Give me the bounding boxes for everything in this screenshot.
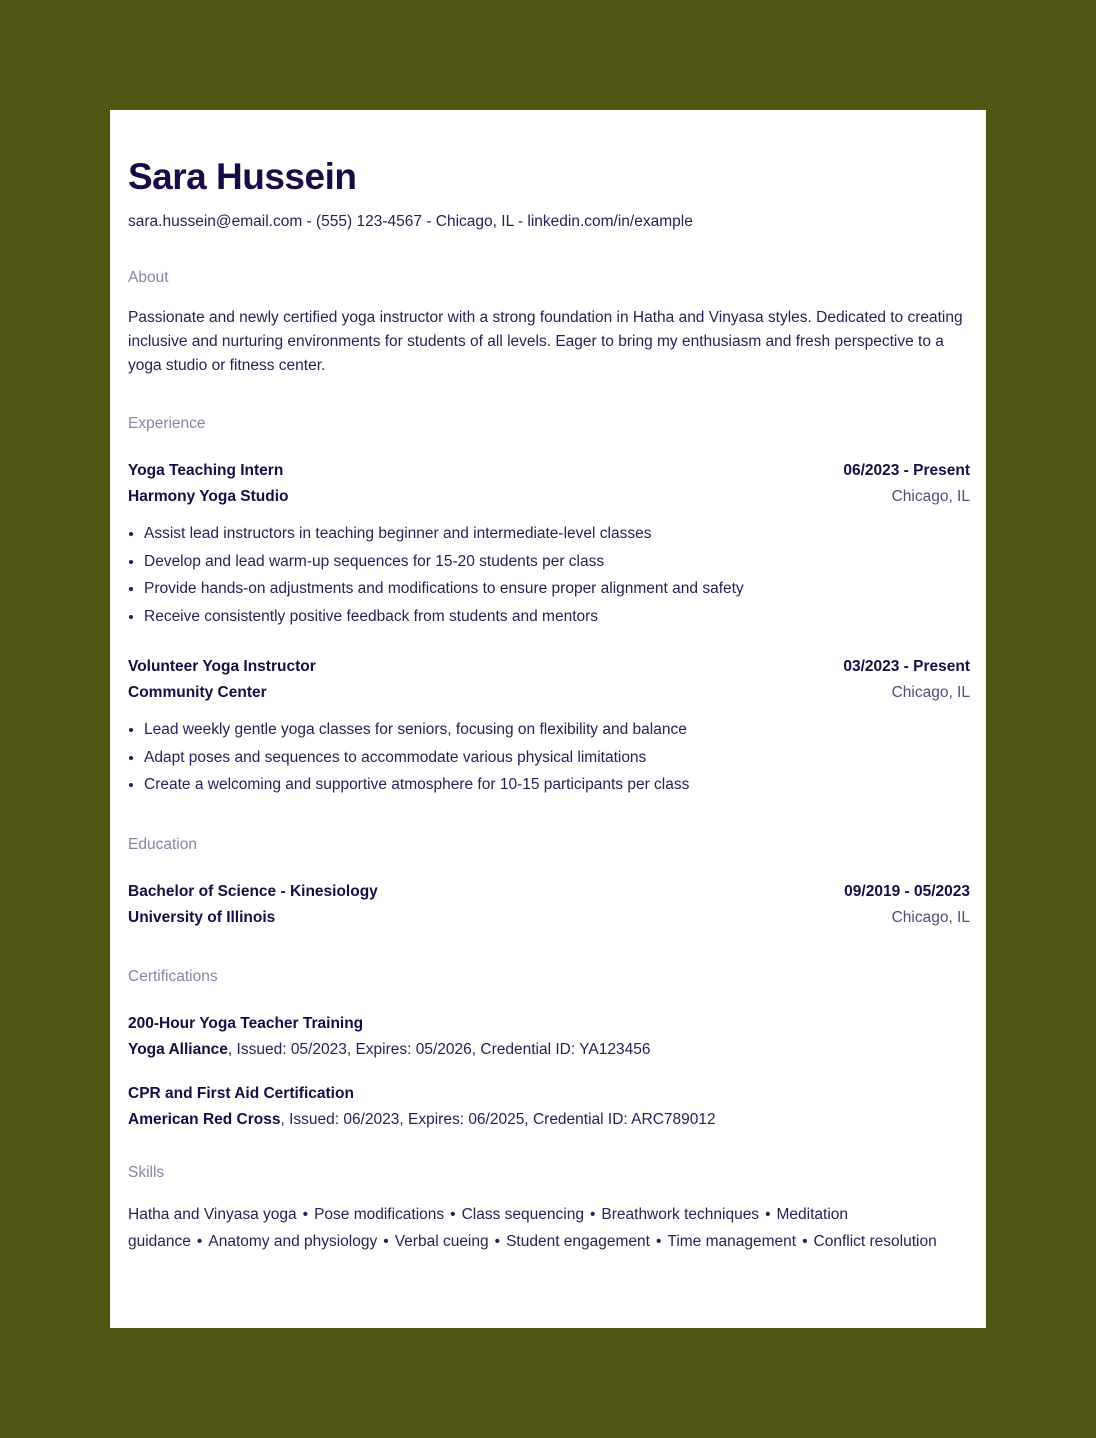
- bullet-item: • Adapt poses and sequences to accommodate various physical limitations: [144, 744, 970, 772]
- certification-issuer: Yoga Alliance: [128, 1040, 228, 1058]
- certification-entry: [128, 1011, 970, 1063]
- certification-issuer: American Red Cross: [128, 1110, 281, 1128]
- bullet-item: • Develop and lead warm-up sequences for 15-20 students per class: [144, 548, 970, 576]
- degree-title: Bachelor of Science - Kinesiology: [128, 882, 378, 900]
- bullet-item: • Create a welcoming and supportive atmosphere for 10-15 participants per class: [144, 771, 970, 799]
- contact-line: sara.hussein@email.com - (555) 123-4567 - Chicago, IL - linkedin.com/in/example: [128, 213, 693, 230]
- bullet-item: • Assist lead instructors in teaching beginner and intermediate-level classes: [144, 520, 970, 548]
- section-title-skills: Skills: [128, 1163, 165, 1181]
- skill-item: Pose modifications: [314, 1205, 445, 1223]
- school-name: University of Illinois: [128, 908, 276, 926]
- job-bullets: [128, 716, 970, 799]
- skill-item: Meditation guidance: [128, 1205, 849, 1250]
- skill-item: Breathwork techniques: [601, 1205, 760, 1223]
- job-title: Yoga Teaching Intern: [128, 462, 284, 479]
- skill-item: Time management: [667, 1232, 797, 1250]
- job-date: 03/2023 - Present: [843, 658, 970, 675]
- skill-item: Verbal cueing: [394, 1232, 489, 1250]
- education-entry: [128, 879, 970, 931]
- bullet-item: • Provide hands-on adjustments and modifications to ensure proper alignment and safety: [144, 575, 970, 603]
- skill-separator: •: [802, 1232, 808, 1250]
- candidate-name: Sara Hussein: [128, 156, 357, 197]
- certification-details-line: [128, 1107, 970, 1133]
- section-title-education: Education: [128, 835, 197, 853]
- skill-separator: •: [765, 1205, 771, 1223]
- section-title-experience: Experience: [128, 415, 206, 432]
- job-location: Chicago, IL: [891, 684, 970, 701]
- job-organization: Community Center: [128, 684, 267, 701]
- certification-name: 200-Hour Yoga Teacher Training: [128, 1014, 364, 1032]
- skill-item: Anatomy and physiology: [208, 1232, 378, 1250]
- certification-details: , Issued: 05/2023, Expires: 05/2026, Credential ID: YA123456: [227, 1040, 651, 1058]
- job-organization: Harmony Yoga Studio: [128, 488, 289, 505]
- certification-entry: [128, 1081, 970, 1133]
- job-location: Chicago, IL: [891, 488, 970, 505]
- education-date: 09/2019 - 05/2023: [844, 882, 970, 900]
- certification-details-line: [128, 1037, 970, 1063]
- skill-separator: •: [589, 1205, 596, 1223]
- bullet-item: • Lead weekly gentle yoga classes for seniors, focusing on flexibility and balance: [144, 716, 970, 744]
- section-title-certifications: Certifications: [128, 967, 218, 985]
- job-title: Volunteer Yoga Instructor: [128, 658, 316, 675]
- skill-separator: •: [302, 1205, 309, 1223]
- skill-separator: •: [196, 1232, 203, 1250]
- skill-separator: •: [383, 1232, 389, 1250]
- skill-separator: •: [655, 1232, 662, 1250]
- skill-item: Conflict resolution: [813, 1232, 937, 1250]
- resume-page: [110, 110, 986, 1328]
- job-date: 06/2023 - Present: [843, 462, 970, 479]
- certification-details: , Issued: 06/2023, Expires: 06/2025, Credential ID: ARC789012: [280, 1110, 716, 1128]
- section-title-about: About: [128, 269, 169, 286]
- skills-list: [128, 1201, 970, 1255]
- skill-separator: •: [494, 1232, 501, 1250]
- skill-separator: •: [450, 1205, 456, 1223]
- skill-item: Class sequencing: [461, 1205, 584, 1223]
- bullet-item: • Receive consistently positive feedback from students and mentors: [144, 603, 970, 631]
- experience-entry: [128, 458, 970, 630]
- job-bullets: [128, 520, 970, 630]
- skill-item: Student engagement: [506, 1232, 650, 1250]
- about-text: Passionate and newly certified yoga instructor with a strong foundation in Hatha and Vinyasa styles. Dedicated to creating inclusive and nurturing environments for students of all levels. Eager to bring my enthusiasm and fresh perspective to a yoga studio or fitness center.: [128, 309, 963, 374]
- skill-item: Hatha and Vinyasa yoga: [128, 1205, 297, 1223]
- school-location: Chicago, IL: [891, 908, 970, 926]
- certification-name: CPR and First Aid Certification: [128, 1084, 354, 1102]
- experience-entry: [128, 654, 970, 799]
